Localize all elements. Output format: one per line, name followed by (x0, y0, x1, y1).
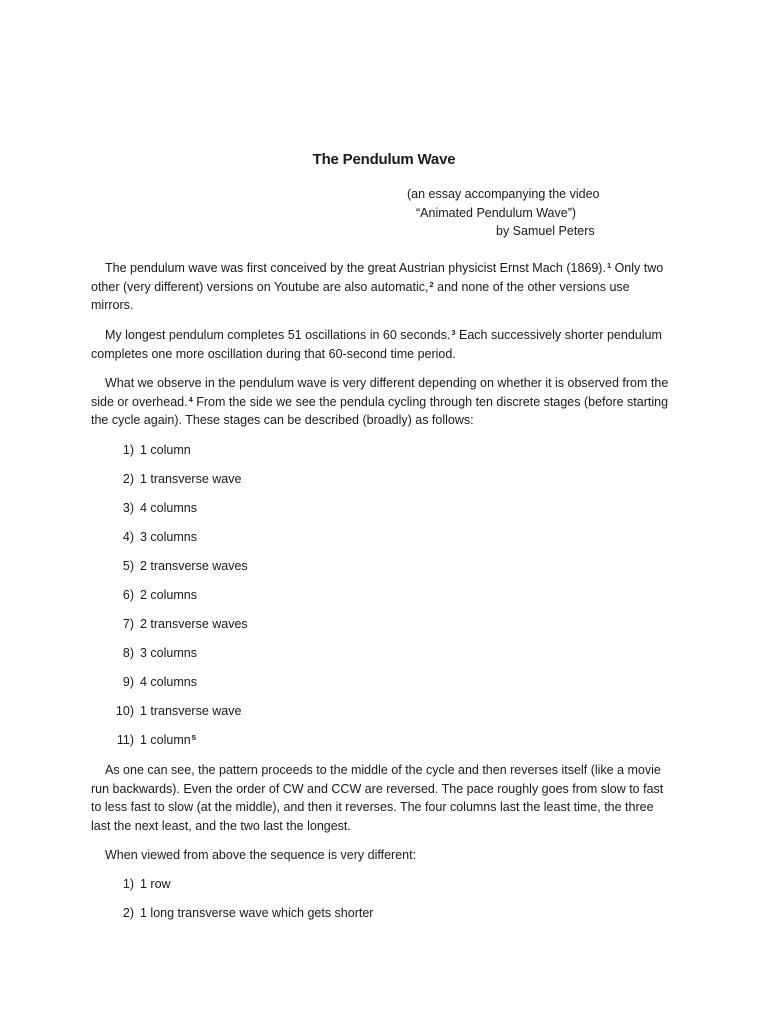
list-number: 2) (122, 472, 134, 486)
subtitle-line-2: “Animated Pendulum Wave”) (416, 206, 577, 220)
list-number: 10) (115, 704, 134, 718)
paragraph-text: My longest pendulum completes 51 oscillations in 60 seconds. (105, 328, 451, 342)
footnote-marker: 1 (606, 261, 612, 270)
list-item (110, 470, 241, 488)
paragraph-5 (91, 846, 673, 865)
list-text: 3 columns (140, 646, 197, 660)
list-item (110, 875, 171, 893)
list-number: 1) (122, 877, 134, 891)
list-text: 1 row (140, 877, 171, 891)
list-number: 2) (122, 906, 134, 920)
document-title: The Pendulum Wave (312, 151, 456, 168)
paragraph-text: The pendulum wave was first conceived by the great Austrian physicist Ernst Mach (1869). (105, 261, 606, 275)
paragraph-3 (91, 374, 673, 430)
list-number: 1) (122, 443, 134, 457)
list-number: 3) (122, 501, 134, 515)
paragraph-text: and none of the other versions use mirrors. (91, 279, 630, 312)
list-text: 1 column (140, 733, 191, 747)
list-item (110, 441, 191, 459)
paragraph-text: Only two other (very different) versions on Youtube are also automatic, (91, 261, 664, 294)
list-number: 5) (122, 559, 134, 573)
list-item (110, 673, 197, 691)
list-text: 2 transverse waves (140, 617, 248, 631)
footnote-marker: 3 (451, 328, 456, 337)
footnote-marker: 4 (188, 394, 193, 404)
list-item (110, 557, 248, 575)
paragraph-text: As one can see, the pattern proceeds to the middle of the cycle and then reverses itself (like a movie run backwards). Even the order of CW and CCW are reversed. The pace roughly goes from slow to fast to less fast to slow (at the middle), and then it reverses. The four columns last the least time, the three last the next least, and the two last the longest. (91, 763, 664, 833)
list-text: 1 column (140, 443, 191, 457)
paragraph-text: What we observe in the pendulum wave is very different depending on whether it is observed from the side or overhead. (91, 376, 669, 409)
list-number: 7) (122, 617, 134, 631)
list-item (110, 586, 197, 604)
list-text: 1 transverse wave (140, 472, 242, 486)
list-item (110, 528, 197, 546)
subtitle-author: by Samuel Peters (496, 224, 595, 238)
list-item (110, 615, 248, 633)
list-number: 6) (122, 588, 134, 602)
paragraph-4 (91, 761, 673, 835)
list-text: 1 transverse wave (140, 704, 242, 718)
subtitle-line-1: (an essay accompanying the video (407, 187, 600, 201)
list-item (110, 499, 197, 517)
list-text: 2 columns (140, 588, 197, 602)
list-text: 4 columns (140, 501, 197, 515)
paragraph-2 (91, 326, 673, 363)
list-number: 9) (122, 675, 134, 689)
list-number: 11) (116, 733, 134, 747)
list-text: 4 columns (140, 675, 197, 689)
list-text: 1 long transverse wave which gets shorter (140, 906, 374, 920)
list-number: 8) (122, 646, 134, 660)
paragraph-text: Each successively shorter pendulum completes one more oscillation during that 60-second time period. (91, 328, 662, 361)
list-number: 4) (122, 530, 134, 544)
list-item (110, 702, 241, 720)
paragraph-text: From the side we see the pendula cycling through ten discrete stages (before starting the cycle again). These stages can be described (broadly) as follows: (91, 394, 669, 427)
paragraph-1 (91, 259, 673, 315)
list-item (110, 644, 197, 662)
footnote-marker: 5 (191, 733, 196, 742)
list-item (110, 904, 373, 922)
list-text: 3 columns (140, 530, 197, 544)
list-text: 2 transverse waves (140, 559, 248, 573)
paragraph-text: When viewed from above the sequence is very different: (105, 848, 417, 862)
footnote-marker: 2 (429, 279, 434, 289)
list-item (110, 731, 196, 749)
